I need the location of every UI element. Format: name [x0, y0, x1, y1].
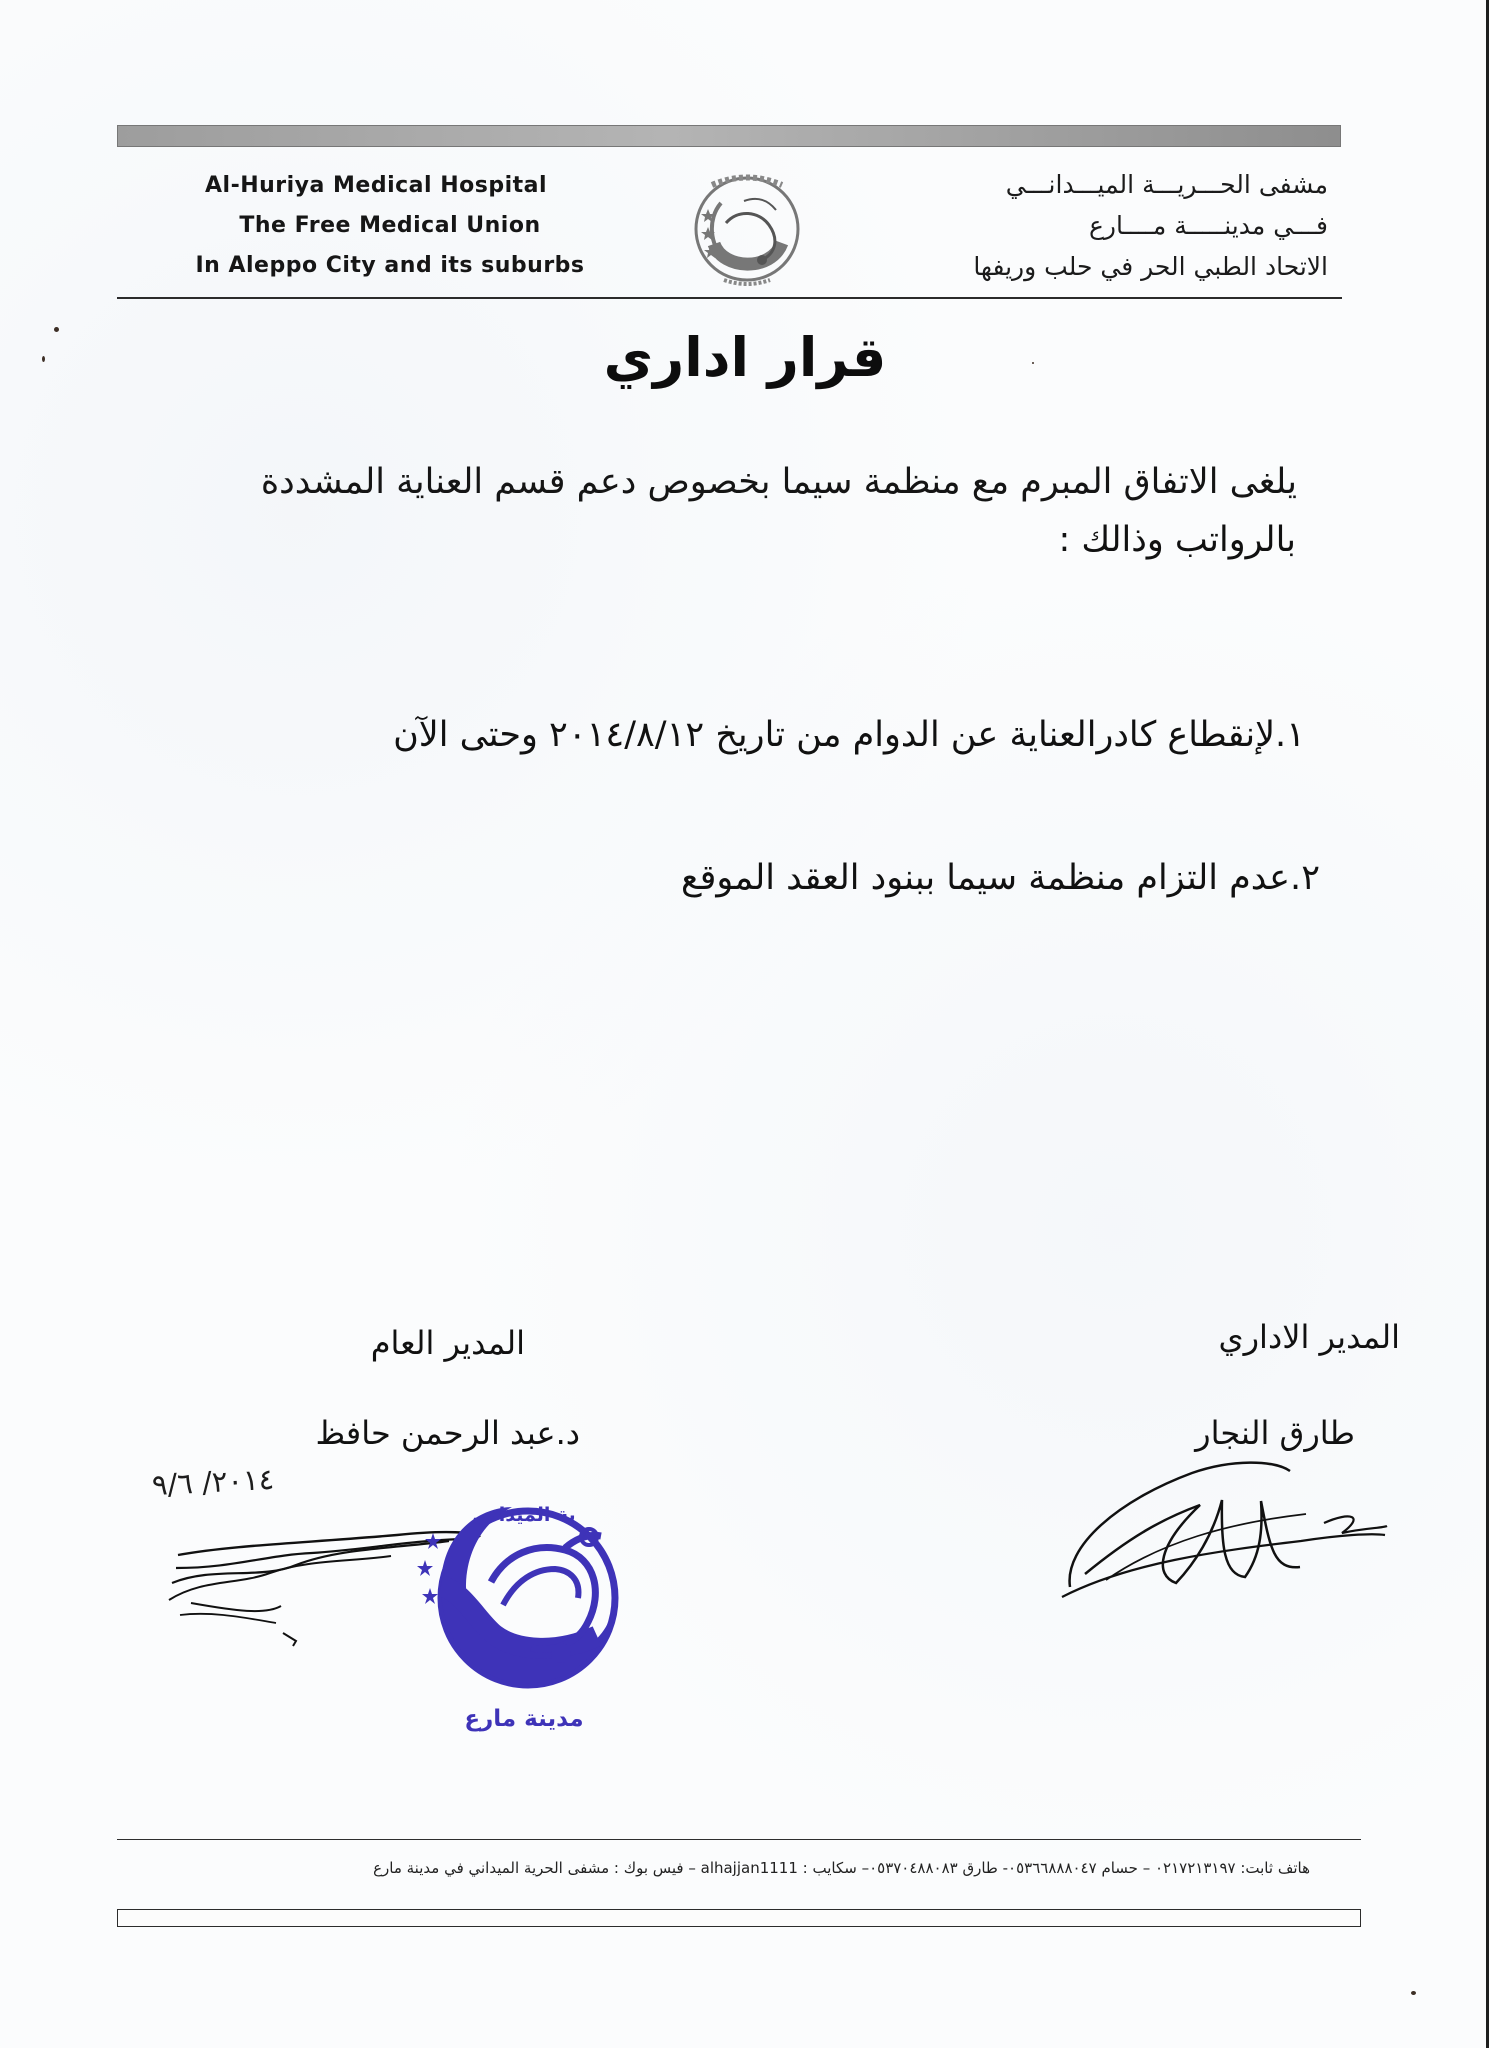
scan-speck — [42, 356, 45, 362]
english-header-line-3: In Aleppo City and its suburbs — [195, 253, 585, 278]
stamp-top-text: ية الميداني — [472, 1504, 576, 1526]
decision-reason-1: ١.لإنقطاع كادرالعناية عن الدوام من تاريخ ٢٠١٤/٨/١٢ وحتى الآن — [393, 715, 1305, 755]
administrative-director-signature-icon — [1050, 1445, 1400, 1615]
administrative-director-title: المدير الاداري — [1218, 1318, 1400, 1356]
decision-reason-2: ٢.عدم التزام منظمة سيما ببنود العقد الموقع — [680, 858, 1320, 898]
decision-intro-line-1: يلغى الاتفاق المبرم مع منظمة سيما بخصوص دعم قسم العناية المشددة — [260, 462, 1297, 502]
arabic-header-line-1: مشفى الحـــريـــة الميـــدانـــي — [1005, 170, 1328, 199]
scan-speck — [1411, 1991, 1416, 1995]
english-header-line-1: Al-Huriya Medical Hospital — [205, 173, 548, 198]
arabic-header-line-3: الاتحاد الطبي الحر في حلب وريفها — [973, 252, 1328, 281]
english-header-line-2: The Free Medical Union — [239, 213, 541, 238]
scan-speck — [1032, 362, 1034, 364]
arabic-hospital-header — [880, 164, 1328, 287]
medical-union-logo-icon — [686, 167, 808, 291]
footer-bottom-box — [117, 1909, 1361, 1927]
arabic-header-line-2: فـــي مدينـــــة مــــارع — [1089, 211, 1328, 240]
footer-divider — [117, 1839, 1361, 1840]
footer-contact-info: هاتف ثابت: ٠٢١٧٢١٣١٩٧ – حسام ٠٥٣٦٦٨٨٨٠٤٧- طارق ٠٥٣٧٠٤٨٨٠٨٣– سكايب : alhajjan1111 – فيس بوك : مشفى الحرية الميداني في مدينة مارع — [373, 1859, 1310, 1877]
stamp-city-text: مدينة مارع — [464, 1706, 584, 1732]
decision-intro-line-2: بالرواتب وذالك : — [1058, 520, 1296, 560]
handwritten-date: ٢٠١٤/ ٩/٦ — [151, 1461, 275, 1503]
header-divider — [117, 297, 1342, 299]
general-director-title: المدير العام — [370, 1324, 525, 1362]
general-director-name: د.عبد الرحمن حافظ — [315, 1414, 580, 1452]
scan-speck — [54, 327, 59, 332]
english-hospital-header — [185, 166, 595, 286]
document-title: قرار اداري — [603, 326, 887, 389]
hospital-stamp-icon — [405, 1490, 643, 1740]
header-top-bar — [117, 125, 1341, 147]
administrative-director-name: طارق النجار — [1195, 1414, 1355, 1452]
